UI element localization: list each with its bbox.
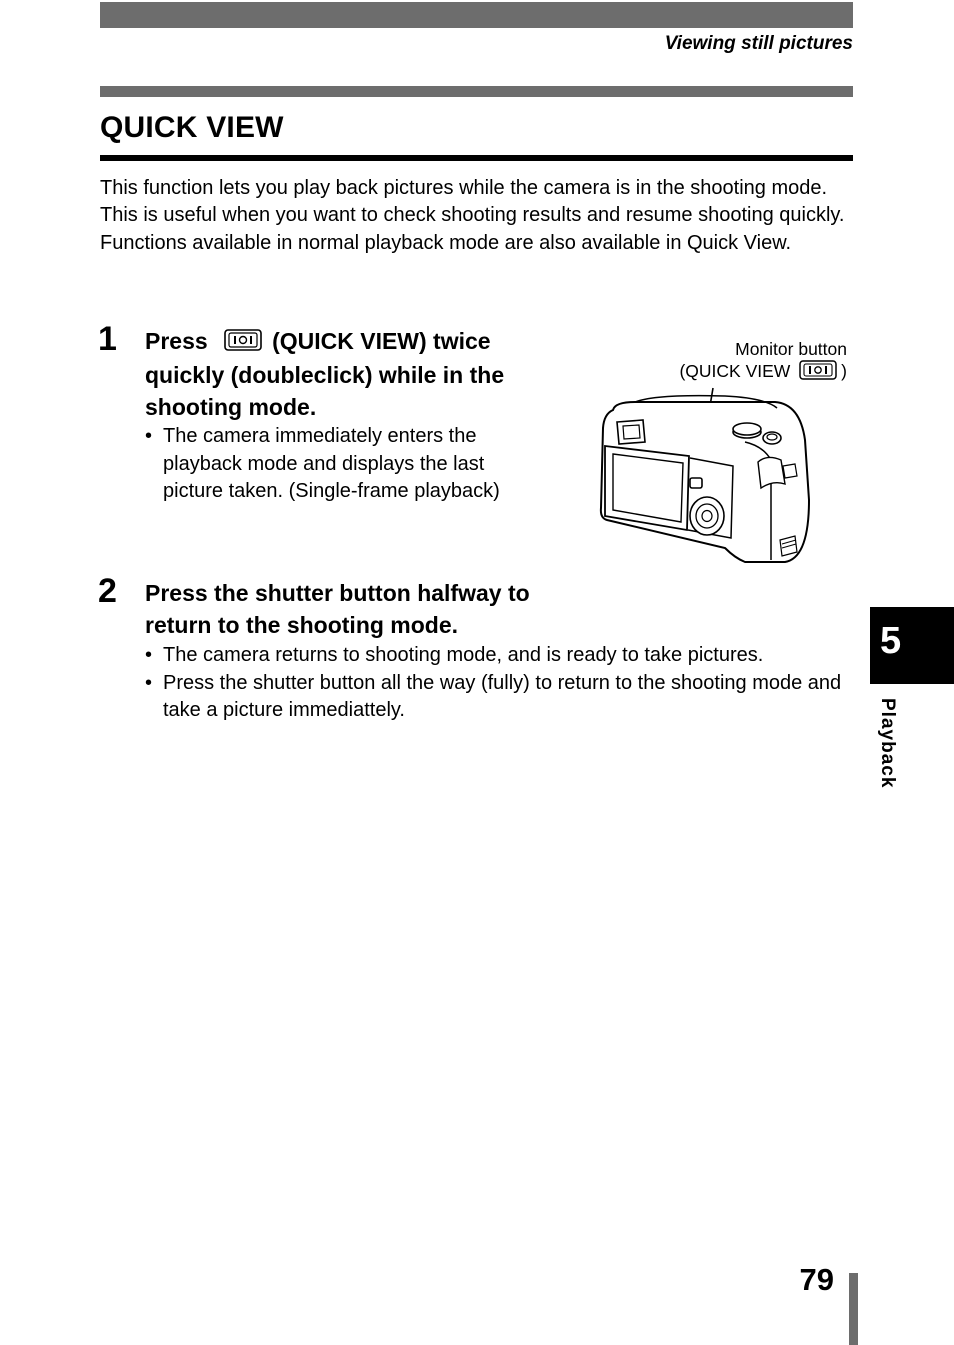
list-item: • Press the shutter button all the way (fully) to return to the shooting mode and take a picture immediattely.	[145, 671, 842, 721]
section-title: QUICK VIEW	[100, 111, 284, 144]
intro-paragraph-1: This function lets you play back pictures while the camera is in the shooting mode. This is useful when you want to check shooting results and resume shooting quickly.	[100, 177, 845, 227]
step-2-number: 2	[98, 572, 117, 610]
list-item: • The camera returns to shooting mode, and is ready to take pictures.	[145, 644, 764, 666]
step-1-bullets	[145, 423, 545, 506]
chapter-label: Playback	[877, 698, 898, 789]
callout-line-2: (QUICK VIEW )	[679, 360, 847, 385]
chapter-number: 5	[880, 620, 902, 662]
intro-paragraph-2: Functions available in normal playback mode are also available in Quick View.	[100, 231, 792, 254]
step-1-heading-rest: (QUICK VIEW) twice quickly (doubleclick) while in the shooting mode.	[145, 328, 505, 420]
camera-back-illustration	[595, 380, 815, 570]
section-bar	[100, 86, 853, 97]
page-number: 79	[799, 1262, 834, 1297]
step-1-heading-start: Press	[145, 328, 208, 354]
intro-text	[100, 175, 860, 257]
step-1-number: 1	[98, 320, 117, 358]
header-bar	[100, 2, 853, 28]
running-title: Viewing still pictures	[664, 33, 853, 54]
monitor-button-icon	[224, 327, 262, 359]
title-rule	[100, 155, 853, 161]
step-2-bullets	[145, 642, 845, 725]
step-2-heading: Press the shutter button halfway to return to the shooting mode.	[145, 580, 530, 638]
figure-callout	[679, 338, 847, 385]
page-number-bar	[849, 1273, 858, 1345]
callout-line-1: Monitor button	[735, 339, 847, 359]
step-1-heading	[145, 325, 565, 423]
list-item: • The camera immediately enters the playback mode and displays the last picture taken. (Single-frame playback)	[145, 425, 500, 502]
